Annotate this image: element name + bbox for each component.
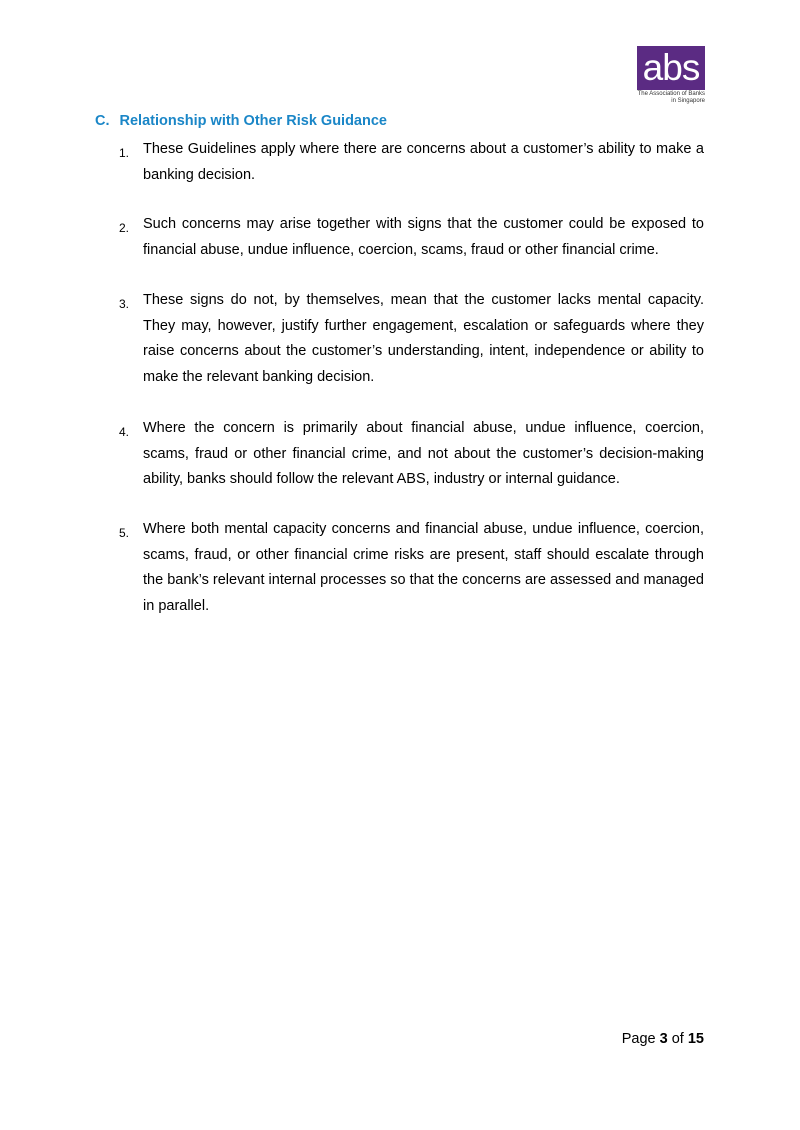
list-item-number: 5. bbox=[119, 526, 130, 540]
list-item-text: Such concerns may arise together with signs that the customer could be exposed to financial abuse, undue influence, coercion, scams, fraud or other financial crime. bbox=[143, 216, 704, 258]
of-word: of bbox=[671, 1031, 684, 1047]
list-item-number: 3. bbox=[119, 297, 130, 311]
section-title: Relationship with Other Risk Guidance bbox=[119, 113, 387, 129]
list-item-text: These Guidelines apply where there are concerns about a customer’s ability to make a banking decision. bbox=[143, 141, 704, 183]
list-item-text: Where the concern is primarily about financial abuse, undue influence, coercion, scams, fraud or other financial crime, and not about the customer’s decision-making ability, banks should follow the relevant ABS, industry or internal guidance. bbox=[143, 420, 704, 487]
list-item-number: 4. bbox=[119, 425, 130, 439]
list-item-number: 1. bbox=[119, 146, 130, 160]
list-item-number: 2. bbox=[119, 221, 130, 235]
total-pages: 15 bbox=[687, 1031, 704, 1047]
current-page: 3 bbox=[659, 1031, 668, 1047]
section-label: C. bbox=[95, 113, 110, 129]
page-footer bbox=[622, 1031, 704, 1047]
logo-box bbox=[637, 46, 705, 90]
logo-subtitle-line1: The Association of Banks bbox=[637, 91, 705, 97]
logo-subtitle-line2: in Singapore bbox=[671, 98, 705, 104]
abs-logo bbox=[637, 46, 705, 104]
page-word: Page bbox=[621, 1031, 656, 1047]
list-item-text: Where both mental capacity concerns and financial abuse, undue influence, coercion, scams, fraud, or other financial crime risks are present, staff should escalate through the bank’s relevant internal processes so that the concerns are assessed and managed in parallel. bbox=[143, 521, 704, 614]
logo-subtitle bbox=[638, 91, 705, 105]
list-item-text: These signs do not, by themselves, mean that the customer lacks mental capacity. They may, however, justify further engagement, escalation or safeguards where they raise concerns about the customer’s understanding, intent, independence or ability to make the relevant banking decision. bbox=[143, 292, 704, 385]
logo-letters: abs bbox=[642, 47, 700, 88]
section-heading bbox=[95, 113, 387, 129]
